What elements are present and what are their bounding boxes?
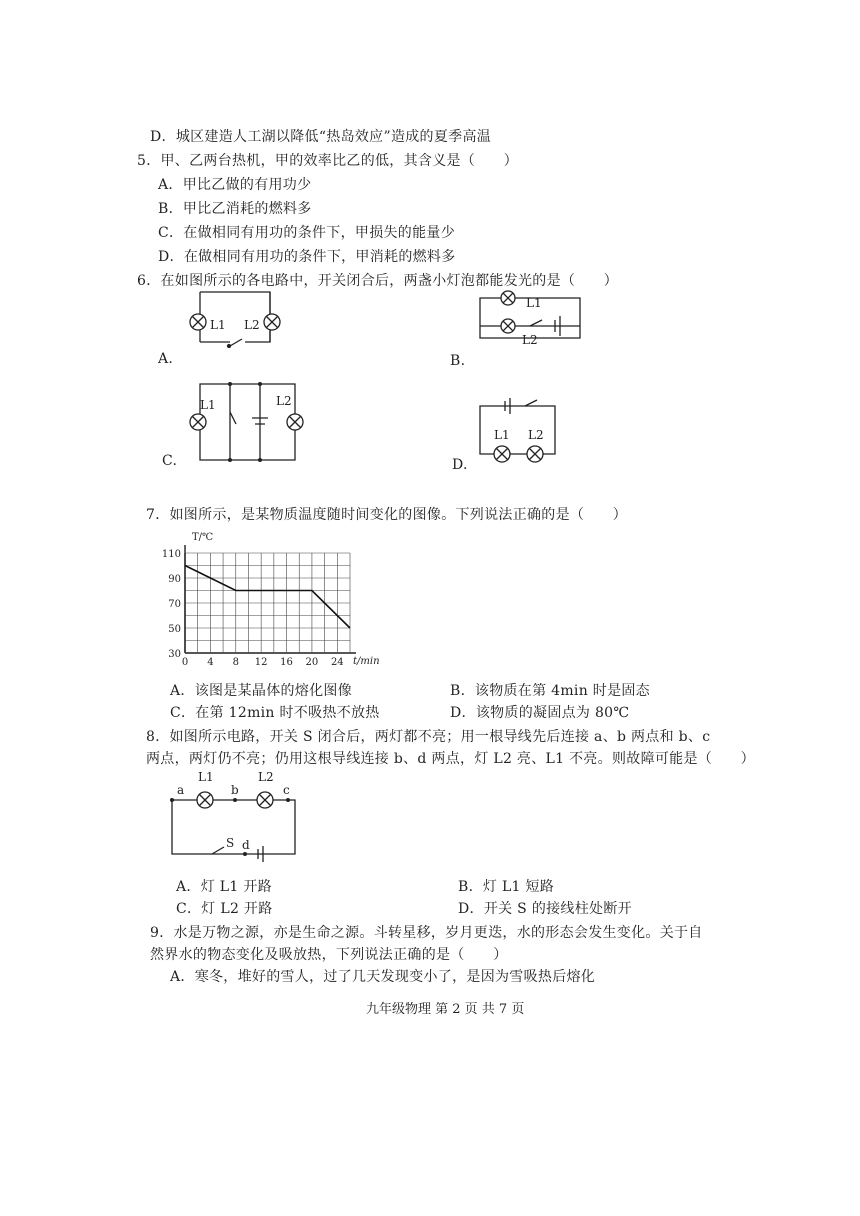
temperature-curve <box>185 566 350 629</box>
q5-option-a: A．甲比乙做的有用功少 <box>158 177 312 193</box>
y-tick-label: 70 <box>168 599 181 610</box>
chart-xlabel: t/min <box>353 656 380 667</box>
q6-label-a: A. <box>158 351 174 367</box>
q5-option-c: C．在做相同有用功的条件下，甲损失的能量少 <box>158 225 456 241</box>
q6d-lamp2-label: L2 <box>528 428 544 442</box>
q8-stem-line2: 两点，两灯仍不亮；仍用这根导线连接 b、d 两点，灯 L2 亮、L1 不亮。则故障可能是（ ） <box>146 751 755 767</box>
chart-ticks-y <box>162 549 181 660</box>
q7-stem: 7．如图所示，是某物质温度随时间变化的图像。下列说法正确的是（ ） <box>146 507 628 523</box>
q8-point-d: d <box>242 838 250 852</box>
q6-label-b: B. <box>450 353 466 369</box>
q8-option-b: B．灯 L1 短路 <box>458 879 555 895</box>
x-tick-label: 8 <box>232 657 239 668</box>
q6a-lamp2-label: L2 <box>244 318 260 332</box>
x-tick-label: 16 <box>280 657 293 668</box>
q8-point-b: b <box>231 783 239 797</box>
q6c-lamp2-label: L2 <box>276 394 292 408</box>
q7-option-a: A．该图是某晶体的熔化图像 <box>170 683 353 699</box>
q8-option-d: D．开关 S 的接线柱处断开 <box>458 901 632 917</box>
q7-option-d: D．该物质的凝固点为 80℃ <box>450 705 630 721</box>
chart-ylabel: T/℃ <box>192 532 214 543</box>
q6-circuits <box>150 282 610 482</box>
y-tick-label: 110 <box>161 549 181 560</box>
y-tick-label: 90 <box>168 574 181 585</box>
chart-grid-vertical <box>185 545 356 653</box>
q6-stem: 6．在如图所示的各电路中，开关闭合后，两盏小灯泡都能发光的是（ ） <box>137 273 619 289</box>
page-footer: 九年级物理 第 2 页 共 7 页 <box>366 1002 525 1017</box>
x-tick-label: 4 <box>207 657 214 668</box>
x-tick-label: 24 <box>330 657 344 668</box>
x-tick-label: 20 <box>305 657 319 668</box>
q6b-lamp1-label: L1 <box>526 296 542 310</box>
q9-stem-line2: 然界水的物态变化及吸放热，下列说法正确的是（ ） <box>150 947 508 963</box>
q9-option-a: A．寒冬，堆好的雪人，过了几天发现变小了，是因为雪吸热后熔化 <box>170 969 596 985</box>
q9-stem-line1: 9．水是万物之源，亦是生命之源。斗转星移，岁月更迭，水的形态会发生变化。关于自 <box>150 925 703 941</box>
x-tick-label: 0 <box>181 657 189 668</box>
y-tick-label: 30 <box>168 649 181 660</box>
x-tick-label: 12 <box>254 657 268 668</box>
q7-temperature-chart <box>150 528 390 672</box>
q6-label-d: D. <box>452 457 468 473</box>
q8-stem-line1: 8．如图所示电路，开关 S 闭合后，两灯都不亮；用一根导线先后连接 a、b 两点和 b、c <box>146 729 711 745</box>
q5-option-d: D．在做相同有用功的条件下，甲消耗的燃料多 <box>158 249 456 265</box>
q8-point-a: a <box>177 783 185 797</box>
q7-option-c: C．在第 12min 时不吸热不放热 <box>170 705 380 721</box>
q8-option-a: A．灯 L1 开路 <box>176 879 272 895</box>
q8-lamp1-label: L1 <box>198 770 214 784</box>
q5-option-b: B．甲比乙消耗的燃料多 <box>158 201 312 217</box>
y-tick-label: 50 <box>168 624 181 635</box>
q6b-lamp2-label: L2 <box>522 333 538 347</box>
q5-stem: 5．甲、乙两台热机，甲的效率比乙的低，其含义是（ ） <box>137 153 519 169</box>
q8-option-c: C．灯 L2 开路 <box>176 901 273 917</box>
q6-label-c: C. <box>162 453 178 469</box>
chart-ticks-x <box>182 657 344 668</box>
q6a-lamp1-label: L1 <box>210 318 226 332</box>
q6c-lamp1-label: L1 <box>200 398 216 412</box>
q7-option-b: B．该物质在第 4min 时是固态 <box>450 683 650 699</box>
q8-point-c: c <box>283 783 290 797</box>
q4-option-d: D．城区建造人工湖以降低“热岛效应”造成的夏季高温 <box>150 129 492 145</box>
q8-lamp2-label: L2 <box>258 770 274 784</box>
chart-series <box>185 566 350 629</box>
q6d-lamp1-label: L1 <box>494 428 510 442</box>
q8-switch-label: S <box>226 836 235 850</box>
